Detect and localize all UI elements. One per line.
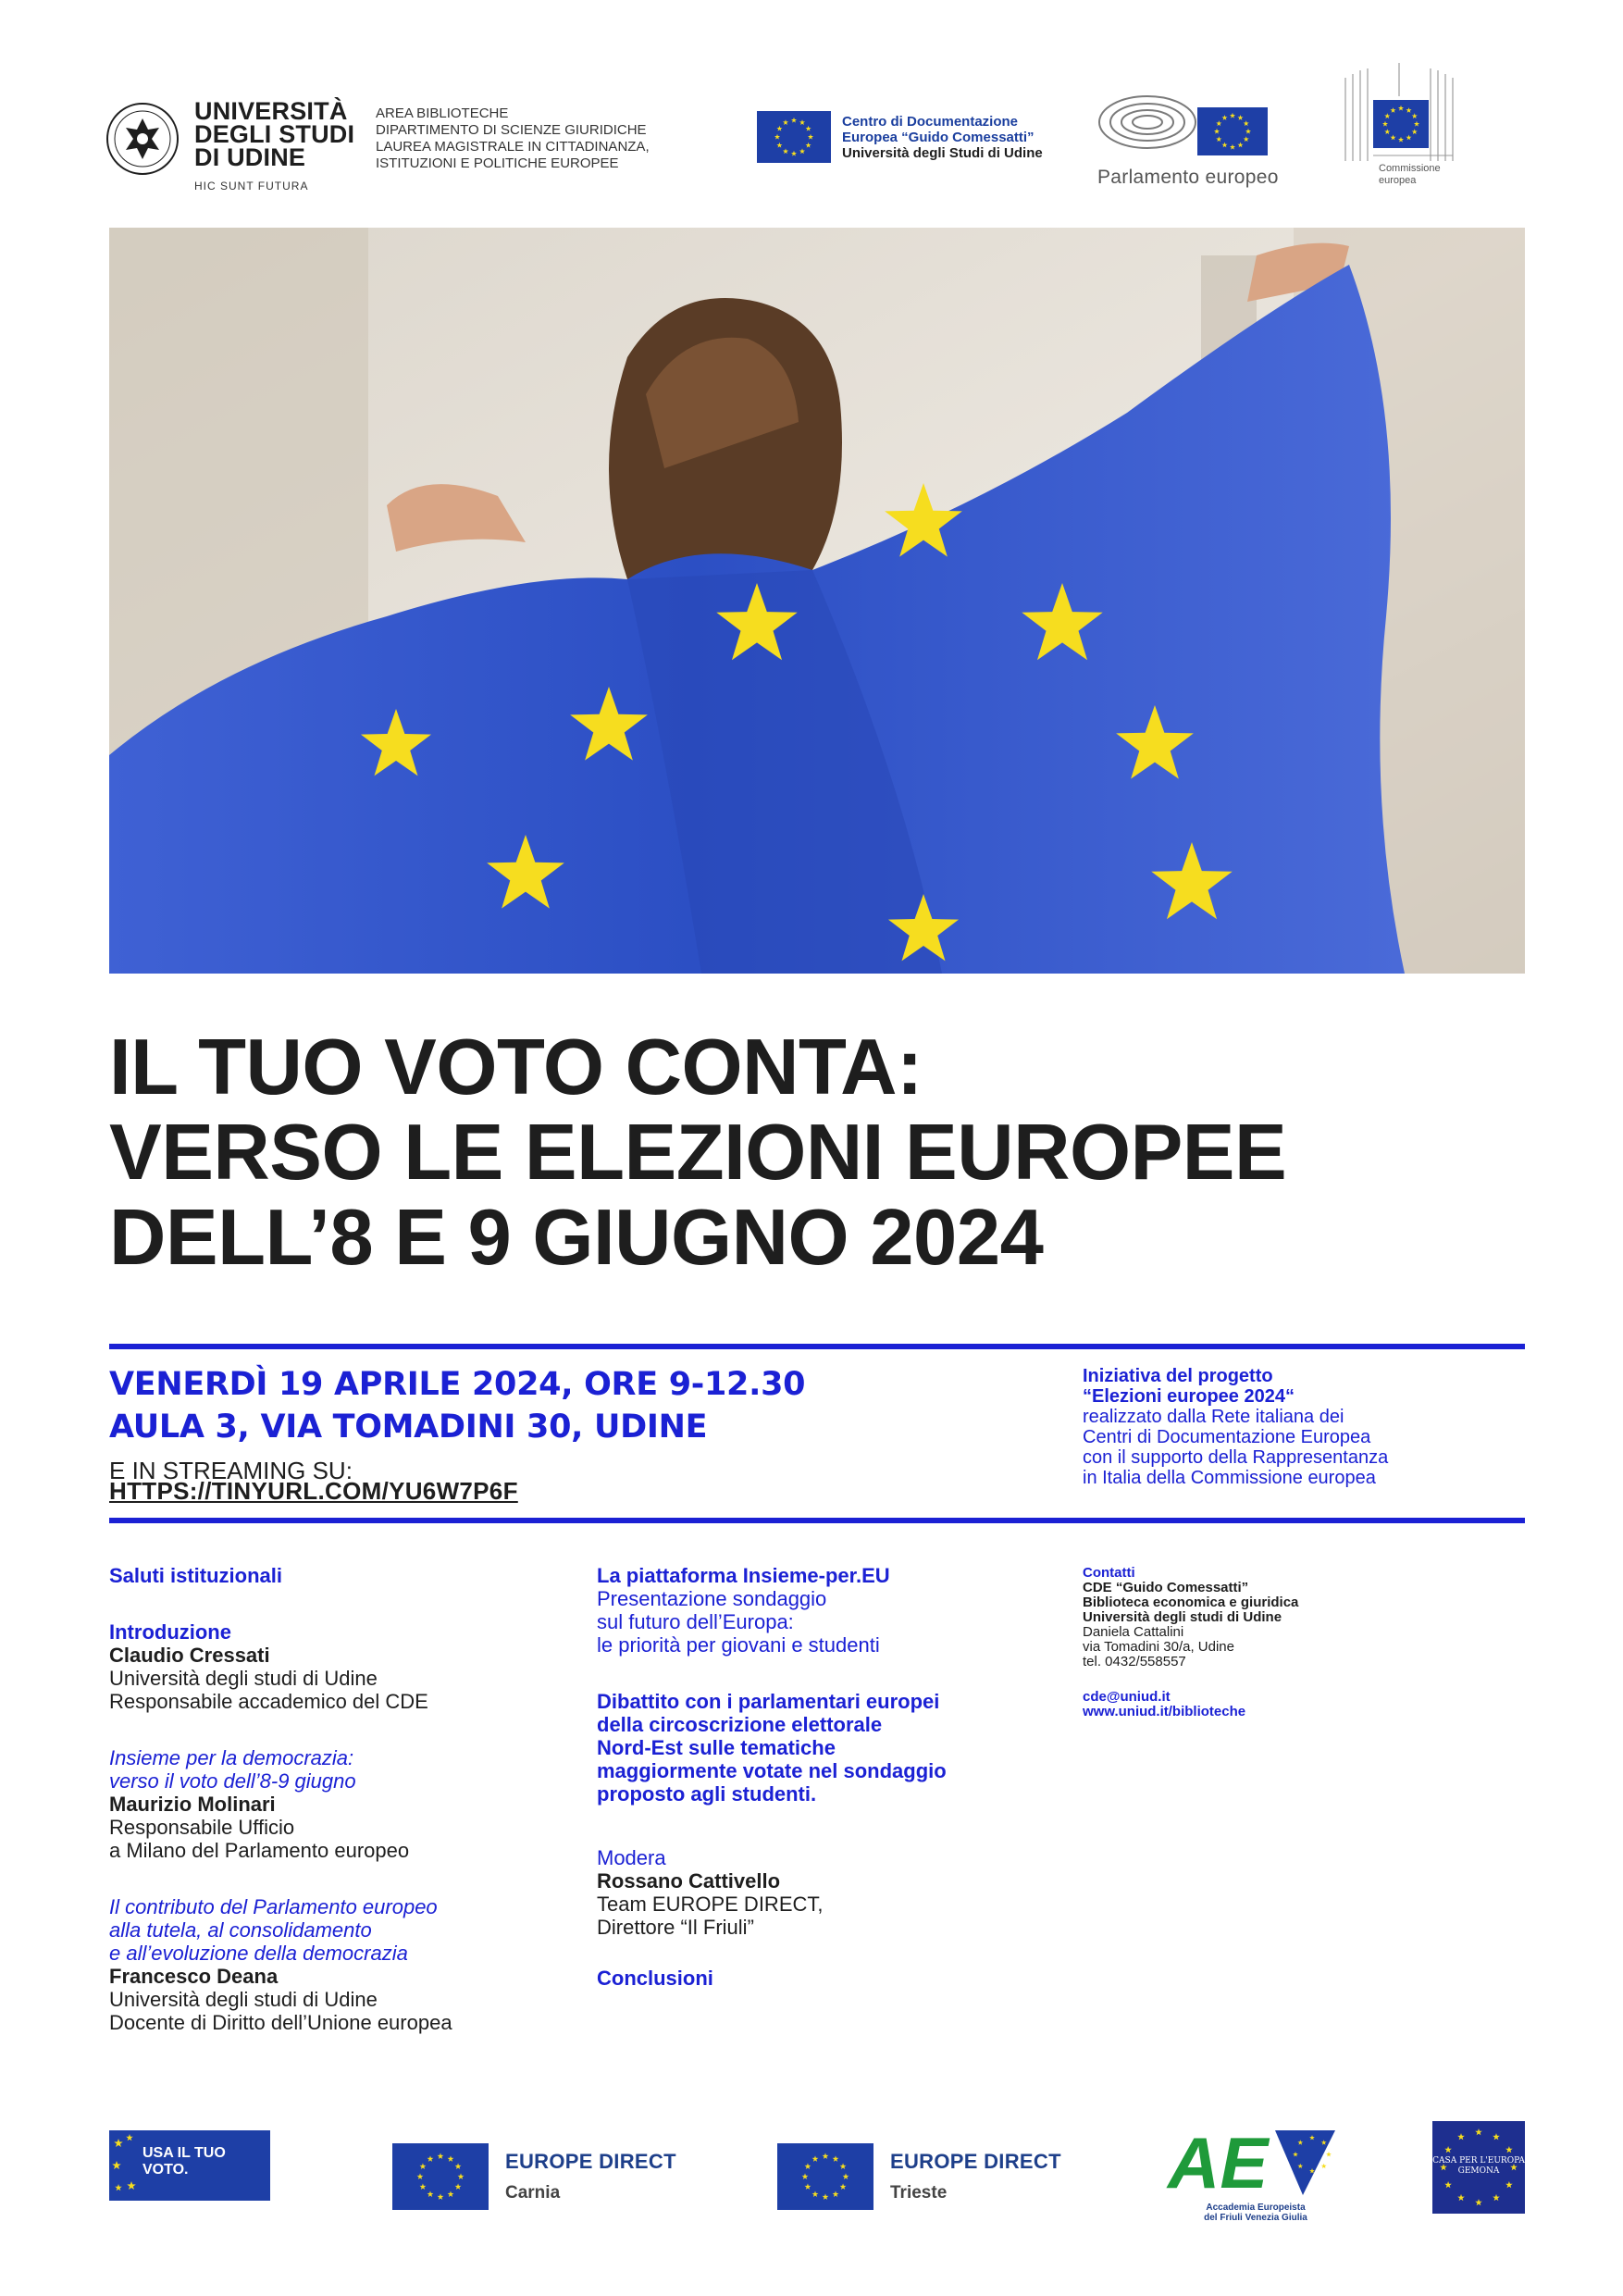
star-icon [1475, 2199, 1482, 2205]
star-icon [112, 2161, 121, 2169]
star-icon [1493, 2194, 1500, 2201]
contacts-block: Contatti CDE “Guido Comessatti” Biblioteca economica e giuridica Università degli studi di Udine Daniela Cattalini via Tomadini 30/a, Udine tel. 0432/558557 cde@uniud.it www.uniud.it/biblioteche [1083, 1566, 1518, 1719]
university-motto: HIC SUNT FUTURA [194, 180, 309, 192]
intro-block: Introduzione Claudio Cressati Università degli studi di Udine Responsabile accademico del CDE [109, 1620, 428, 1713]
department-text: AREA BIBLIOTECHE DIPARTIMENTO DI SCIENZE GIURIDICHE LAUREA MAGISTRALE IN CITTADINANZA, ISTITUZIONI E POLITICHE EUROPEE [376, 105, 650, 171]
divider-top [109, 1344, 1525, 1349]
debate-block: Dibattito con i parlamentari europei della circoscrizione elettorale Nord-Est sulle tematiche maggiormente votate nel sondaggio proposto agli studenti. [597, 1690, 947, 1806]
event-date: VENERDÌ 19 APRILE 2024, ORE 9-12.30 [109, 1366, 806, 1403]
star-icon [1326, 2152, 1332, 2156]
title-line: DELL’8 E 9 GIUGNO 2024 [109, 1194, 1044, 1282]
eu-flag-icon [757, 111, 831, 163]
afe-name: Accademia Europeista del Friuli Venezia Giulia [1204, 2203, 1307, 2223]
star-icon [1444, 2181, 1452, 2188]
star-icon [1321, 2164, 1327, 2168]
website-link[interactable]: www.uniud.it/biblioteche [1083, 1704, 1246, 1719]
star-icon [1457, 2194, 1465, 2201]
europe-direct-trieste-logo: EUROPE DIRECT Trieste [777, 2130, 1061, 2223]
europe-direct-carnia-logo: EUROPE DIRECT Carnia [392, 2130, 676, 2223]
eu-flag-woman-photo [109, 228, 1525, 974]
star-icon [1493, 2133, 1500, 2140]
university-seal-icon [105, 102, 180, 176]
initiative-text: Iniziativa del progetto “Elezioni europee 2024“ realizzato dalla Rete italiana dei Centri di Documentazione Europea con il supporto della Rappresentanza in Italia della Commissione europea [1083, 1366, 1389, 1488]
platform-block: La piattaforma Insieme-per.EU Presentazione sondaggio sul futuro dell’Europa: le priorità per giovani e studenti [597, 1564, 890, 1657]
eu-flag-icon [777, 2143, 873, 2210]
star-icon [1475, 2128, 1482, 2135]
casa-per-europa-logo: CASA PER L'EUROPA GEMONA [1432, 2121, 1525, 2214]
star-icon [115, 2184, 122, 2191]
usa-il-tuo-voto-logo: USA IL TUO VOTO. [109, 2130, 270, 2201]
afe-logo-text: AE [1168, 2122, 1269, 2203]
header-logos [0, 0, 1623, 213]
title-line: IL TUO VOTO CONTA: [109, 1024, 923, 1111]
star-icon [109, 2130, 146, 2201]
commission-name: Commissione europea [1379, 163, 1441, 186]
title-line: VERSO LE ELEZIONI EUROPEE [109, 1109, 1287, 1197]
conclusions: Conclusioni [597, 1967, 713, 1990]
event-venue: AULA 3, VIA TOMADINI 30, UDINE [109, 1409, 708, 1446]
talk1-block: Insieme per la democrazia: verso il voto dell’8-9 giugno Maurizio Molinari Responsabile Ufficio a Milano del Parlamento europeo [109, 1746, 410, 1862]
star-icon [1505, 2181, 1513, 2188]
star-icon [1457, 2133, 1465, 2140]
star-icon [1444, 2146, 1452, 2153]
talk2-block: Il contributo del Parlamento europeo alla tutela, al consolidamento e all’evoluzione della democrazia Francesco Deana Università degli studi di Udine Docente di Diritto dell’Unione europea [109, 1895, 452, 2034]
event-title [109, 1025, 1553, 1281]
program-left-column [109, 1564, 590, 2067]
star-icon [126, 2134, 133, 2141]
streaming-link[interactable]: HTTPS://TINYURL.COM/YU6W7P6F [109, 1477, 518, 1505]
moderator-block: Modera Rossano Cattivello Team EUROPE DIRECT, Direttore “Il Friuli” [597, 1846, 824, 1939]
program-right-column [597, 1564, 1078, 2023]
parliament-name: Parlamento europeo [1097, 167, 1279, 188]
cde-logo [757, 111, 1043, 163]
star-icon [1505, 2146, 1513, 2153]
star-icon [127, 2181, 136, 2190]
greetings: Saluti istituzionali [109, 1564, 283, 1587]
cde-name: Centro di Documentazione Europea “Guido Comessatti” Università degli Studi di Udine [842, 113, 1043, 161]
university-name: UNIVERSITÀ DEGLI STUDI DI UDINE [194, 97, 355, 171]
divider-bottom [109, 1518, 1525, 1523]
eu-flag-icon [392, 2143, 489, 2210]
star-icon [114, 2139, 123, 2147]
email-link[interactable]: cde@uniud.it [1083, 1689, 1171, 1705]
streaming-label: E IN STREAMING SU: [109, 1457, 353, 1484]
